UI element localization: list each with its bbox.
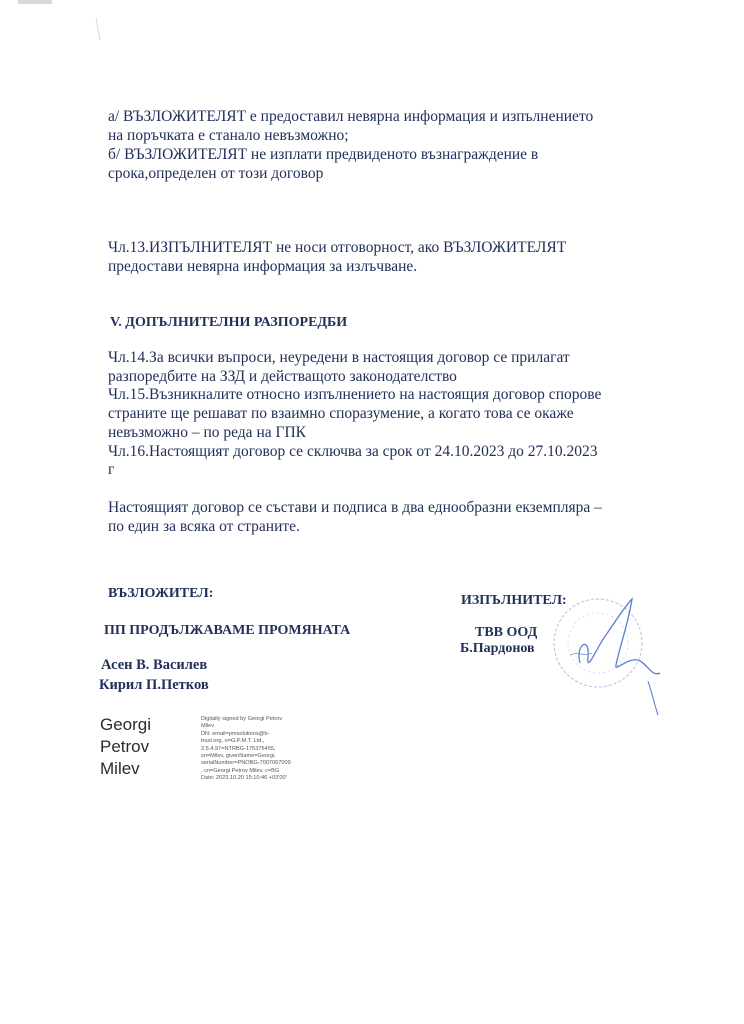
- paragraph-b-line-1: б/ ВЪЗЛОЖИТЕЛЯТ не изплати предвиденото възнаграждение в: [108, 146, 539, 163]
- section-heading: V. ДОПЪЛНИТЕЛНИ РАЗПОРЕДБИ: [110, 315, 348, 330]
- signature-detail-line: Date: 2023.10.20 15:10:46 +03'00': [201, 775, 287, 782]
- closing-line-1: Настоящият договор се състави и подписа в два еднообразни екземпляра –: [108, 499, 602, 516]
- assignor-label: ВЪЗЛОЖИТЕЛ:: [108, 586, 214, 601]
- signature-detail-line: , cn=Georgi Petrov Milev, c=BG: [201, 767, 280, 774]
- signature-detail-line: 2.5.4.97=NTRBG-175376455,: [201, 745, 276, 752]
- article-13-line-2: предостави невярна информация за излъчване.: [108, 258, 418, 275]
- article-13-line-1: Чл.13.ИЗПЪЛНИТЕЛЯТ не носи отговорност, ако ВЪЗЛОЖИТЕЛЯТ: [108, 239, 567, 256]
- paragraph-b-line-2: срока,определен от този договор: [108, 165, 324, 182]
- company-stamp-and-signature: [540, 585, 680, 725]
- digital-signature-name-line-2: Petrov: [100, 737, 150, 756]
- contractor-organization: ТВВ ООД: [475, 625, 538, 640]
- signature-detail-line: Digitally signed by Georgi Petrov: [201, 716, 283, 722]
- digital-signature-name-line-1: Georgi: [100, 715, 152, 734]
- signature-detail-line: trust.org, o=G.P.M.T. Ltd.,: [201, 738, 265, 745]
- article-15-line-2: страните ще решават по взаимно споразумение, а когато това се окаже: [108, 405, 574, 422]
- scan-specks: [0, 0, 744, 60]
- article-16-line-1: Чл.16.Настоящият договор се сключва за срок от 24.10.2023 до 27.10.2023: [108, 443, 598, 460]
- signature-detail-line: serialNumber=PNOBG-7007067009: [201, 760, 291, 767]
- closing-line-2: по един за всяка от страните.: [108, 518, 300, 535]
- paragraph-a-line-1: а/ ВЪЗЛОЖИТЕЛЯТ е предоставил невярна информация и изпълнението: [108, 108, 594, 125]
- assignor-signatory-2: Кирил П.Петков: [99, 677, 209, 693]
- article-15-line-1: Чл.15.Възникналите относно изпълнението на настоящия договор спорове: [108, 386, 602, 403]
- signature-detail-line: DN: email=pmsolutions@b-: [201, 730, 270, 737]
- article-14-line-2: разпоредбите на ЗЗД и действащото законодателство: [108, 368, 457, 385]
- contractor-signatory: Б.Пардонов: [460, 641, 535, 656]
- article-14-line-1: Чл.14.За всички въпроси, неуредени в настоящия договор се прилагат: [108, 349, 570, 366]
- article-15-line-3: невъзможно – по реда на ГПК: [108, 424, 306, 441]
- signature-detail-line: Milev: [201, 723, 215, 730]
- assignor-organization: ПП ПРОДЪЛЖАВАМЕ ПРОМЯНАТА: [104, 623, 351, 638]
- digital-signature-details: [201, 716, 316, 783]
- signature-detail-line: sn=Milev, givenName=Georgi,: [201, 753, 276, 760]
- assignor-signatory-1: Асен В. Василев: [101, 657, 208, 673]
- article-16-line-2: г: [108, 461, 115, 478]
- contractor-label: ИЗПЪЛНИТЕЛ:: [461, 593, 567, 608]
- paragraph-a-line-2: на поръчката е станало невъзможно;: [108, 127, 349, 144]
- digital-signature-name-line-3: Milev: [100, 759, 140, 778]
